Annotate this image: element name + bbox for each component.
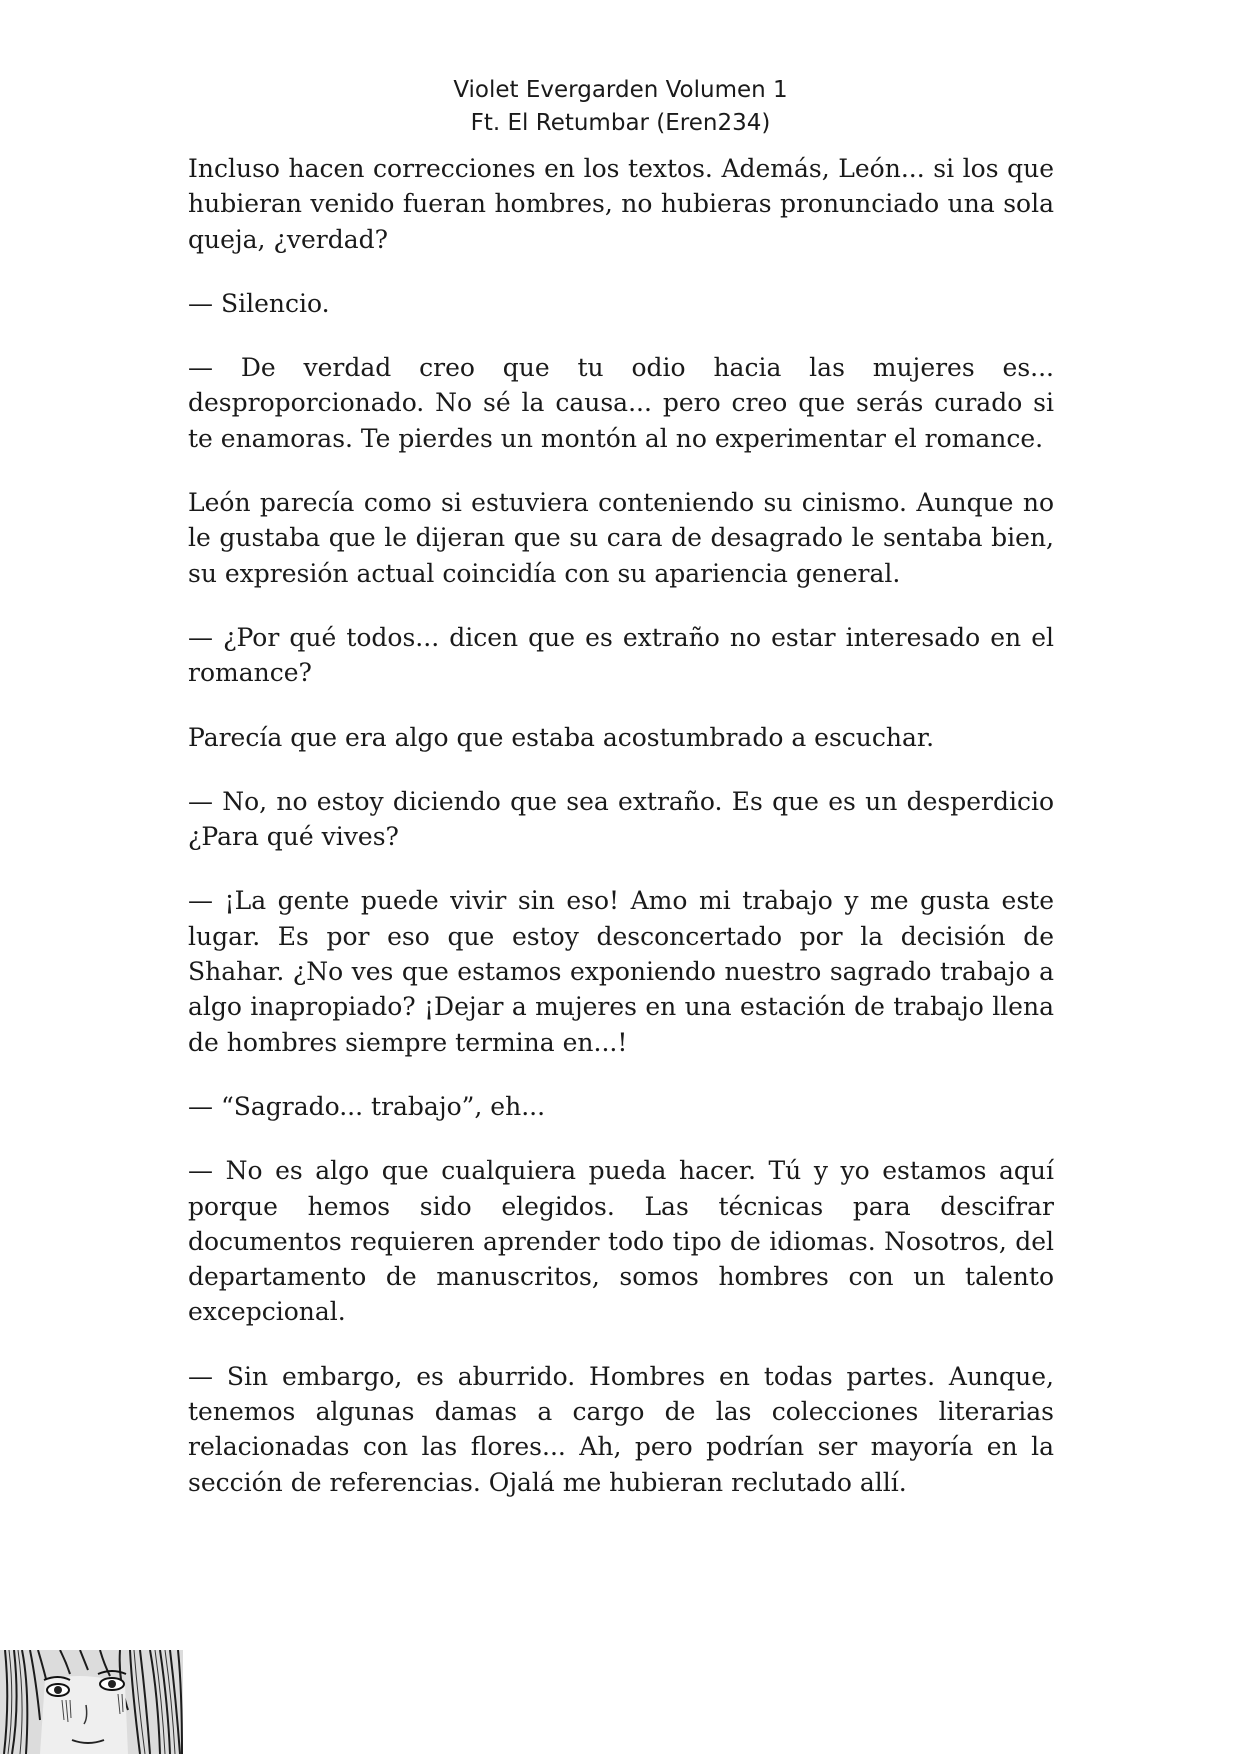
paragraph: — Silencio. [188, 288, 330, 318]
manga-face-illustration-icon [0, 1650, 183, 1754]
header-title-line-1: Violet Evergarden Volumen 1 [453, 77, 788, 103]
body-text [188, 151, 1054, 1529]
paragraph: — Sin embargo, es aburrido. Hombres en todas partes. Aunque, tenemos algunas damas a cargo de las colecciones literarias relacionadas con las flores... Ah, pero podrían ser mayoría en la sección de referencias. Ojalá me hubieran reclutado allí. [188, 1361, 1054, 1497]
paragraph: — De verdad creo que tu odio hacia las mujeres es... desproporcionado. No sé la causa... pero creo que serás curado si te enamoras. Te pierdes un montón al no experimentar el romance. [188, 353, 1054, 453]
paragraph: — No, no estoy diciendo que sea extraño. Es que es un desperdicio ¿Para qué vives? [188, 786, 1054, 852]
page-header [0, 74, 1241, 140]
paragraph: Parecía que era algo que estaba acostumbrado a escuchar. [188, 722, 935, 752]
header-title-line-2: Ft. El Retumbar (Eren234) [470, 110, 771, 136]
paragraph: — No es algo que cualquiera pueda hacer. Tú y yo estamos aquí porque hemos sido elegidos. Las técnicas para descifrar documentos requieren aprender todo tipo de idiomas. Nosotros, del departamento de manuscritos, somos hombres con un talento excepcional. [188, 1156, 1054, 1327]
paragraph: León parecía como si estuviera conteniendo su cinismo. Aunque no le gustaba que le dijeran que su cara de desagrado le sentaba bien, su expresión actual coincidía con su apariencia general. [188, 488, 1054, 588]
paragraph: Incluso hacen correcciones en los textos. Además, León... si los que hubieran venido fueran hombres, no hubieras pronunciado una sola queja, ¿verdad? [188, 154, 1054, 254]
paragraph: — “Sagrado... trabajo”, eh... [188, 1091, 546, 1121]
paragraph: — ¡La gente puede vivir sin eso! Amo mi trabajo y me gusta este lugar. Es por eso que estoy desconcertado por la decisión de Shahar. ¿No ves que estamos exponiendo nuestro sagrado trabajo a algo inapropiado? ¡Dejar a mujeres en una estación de trabajo llena de hombres siempre termina en...! [188, 886, 1054, 1057]
paragraph: — ¿Por qué todos... dicen que es extraño no estar interesado en el romance? [188, 622, 1054, 688]
